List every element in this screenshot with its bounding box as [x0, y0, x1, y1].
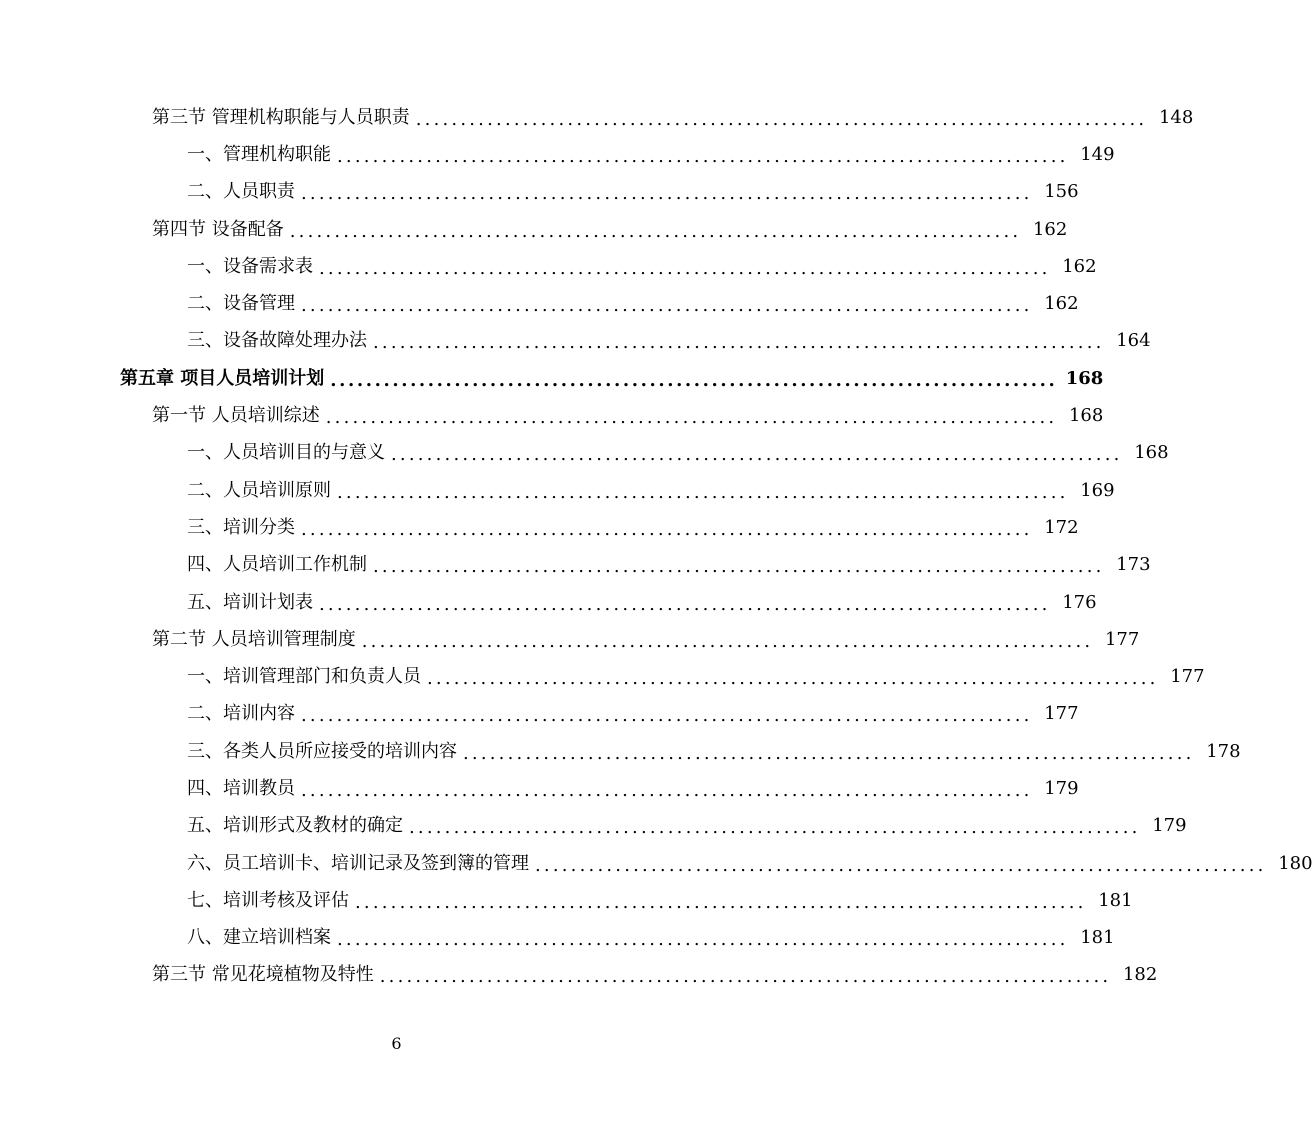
toc-dot-leader: ..................................................................................	[409, 817, 1141, 839]
toc-dot-leader: ..................................................................................	[379, 966, 1112, 988]
toc-entry-page: 148	[1158, 106, 1194, 128]
toc-entry-title: 二、人员职责	[187, 181, 295, 203]
toc-entry-title: 一、人员培训目的与意义	[187, 442, 385, 464]
toc-entry-title: 一、培训管理部门和负责人员	[187, 666, 421, 688]
toc-entry[interactable]	[0, 658, 1205, 695]
toc-entry-page: 169	[1080, 479, 1115, 501]
toc-entry[interactable]	[0, 547, 1151, 584]
toc-entry-title: 一、设备需求表	[187, 255, 313, 277]
toc-dot-leader: ..................................................................................	[337, 929, 1069, 951]
toc-entry-title: 第三节 管理机构职能与人员职责	[152, 106, 410, 128]
toc-dot-leader: ..................................................................................	[355, 891, 1087, 913]
toc-dot-leader: ..................................................................................	[535, 854, 1267, 876]
toc-entry-page: 179	[1044, 777, 1079, 799]
toc-chapter-title: 第五章 项目人员培训计划	[120, 367, 325, 389]
toc-entry-title: 第二节 人员培训管理制度	[152, 628, 356, 650]
toc-entry-title: 二、人员培训原则	[187, 479, 331, 501]
toc-entry-title: 第一节 人员培训综述	[152, 405, 320, 427]
toc-entry[interactable]	[0, 248, 1097, 285]
toc-entry[interactable]	[0, 472, 1115, 509]
toc-entry[interactable]	[0, 584, 1097, 621]
toc-dot-leader: ..................................................................................	[463, 742, 1195, 764]
toc-entry-title: 八、建立培训档案	[187, 927, 331, 949]
toc-entry-page: 162	[1032, 218, 1068, 240]
toc-entry-page: 168	[1068, 405, 1104, 427]
page-number: 6	[391, 1034, 402, 1053]
toc-entry[interactable]	[0, 174, 1079, 211]
toc-dot-leader: ..................................................................................	[373, 332, 1105, 354]
toc-entry-page: 177	[1170, 666, 1205, 688]
toc-dot-leader: ..................................................................................	[330, 369, 1058, 391]
toc-dot-leader: ..................................................................................	[325, 407, 1058, 429]
toc-entry-page: 179	[1152, 815, 1187, 837]
toc-entry-page: 180	[1278, 852, 1313, 874]
toc-entry-page: 181	[1080, 927, 1115, 949]
toc-dot-leader: ..................................................................................	[301, 705, 1033, 727]
toc-entry[interactable]	[0, 920, 1115, 957]
toc-dot-leader: ..................................................................................	[361, 630, 1094, 652]
toc-dot-leader: ..................................................................................	[301, 518, 1033, 540]
toc-entry-title: 五、培训计划表	[187, 591, 313, 613]
toc-entry[interactable]	[0, 845, 1313, 882]
toc-entry[interactable]	[0, 99, 1194, 136]
toc-entry-page: 177	[1044, 703, 1079, 725]
toc-entry-title: 三、各类人员所应接受的培训内容	[187, 740, 457, 762]
toc-dot-leader: ..................................................................................	[415, 108, 1148, 130]
toc-entry-title: 三、设备故障处理办法	[187, 330, 367, 352]
toc-entry-page: 182	[1122, 964, 1158, 986]
toc-entry[interactable]	[0, 882, 1133, 919]
toc-entry-title: 四、人员培训工作机制	[187, 554, 367, 576]
toc-dot-leader: ..................................................................................	[301, 779, 1033, 801]
toc-entry-page: 172	[1044, 516, 1079, 538]
toc-dot-leader: ..................................................................................	[391, 444, 1123, 466]
toc-entry-page: 173	[1116, 554, 1151, 576]
toc-entry-page: 164	[1116, 330, 1151, 352]
toc-entry-title: 七、培训考核及评估	[187, 889, 349, 911]
toc-entry-title: 二、设备管理	[187, 293, 295, 315]
toc-entry[interactable]	[0, 397, 1104, 434]
toc-chapter-entry[interactable]	[0, 360, 1104, 397]
toc-entry[interactable]	[0, 509, 1079, 546]
toc-dot-leader: ..................................................................................	[301, 295, 1033, 317]
toc-entry[interactable]	[0, 323, 1151, 360]
toc-dot-leader: ..................................................................................	[337, 145, 1069, 167]
toc-dot-leader: ..................................................................................	[427, 668, 1159, 690]
toc-entry-title: 第四节 设备配备	[152, 218, 284, 240]
toc-entry[interactable]	[0, 621, 1140, 658]
toc-entry-page: 177	[1104, 628, 1140, 650]
toc-entry-page: 156	[1044, 181, 1079, 203]
toc-entry-page: 149	[1080, 143, 1115, 165]
toc-dot-leader: ..................................................................................	[319, 593, 1051, 615]
toc-entry-title: 五、培训形式及教材的确定	[187, 815, 403, 837]
toc-entry[interactable]	[0, 285, 1079, 322]
toc-entry[interactable]	[0, 211, 1068, 248]
toc-entry-page: 162	[1044, 293, 1079, 315]
toc-entry[interactable]	[0, 136, 1115, 173]
toc-entry[interactable]	[0, 957, 1158, 994]
table-of-contents	[0, 99, 1313, 994]
toc-entry-page: 176	[1062, 591, 1097, 613]
toc-entry[interactable]	[0, 696, 1079, 733]
toc-entry[interactable]	[0, 733, 1241, 770]
toc-entry-title: 六、员工培训卡、培训记录及签到簿的管理	[187, 852, 529, 874]
toc-entry-title: 第三节 常见花境植物及特性	[152, 964, 374, 986]
toc-dot-leader: ..................................................................................	[301, 183, 1033, 205]
toc-entry[interactable]	[0, 435, 1169, 472]
toc-entry-page: 181	[1098, 889, 1133, 911]
toc-dot-leader: ..................................................................................	[319, 257, 1051, 279]
toc-dot-leader: ..................................................................................	[289, 220, 1022, 242]
toc-dot-leader: ..................................................................................	[337, 481, 1069, 503]
toc-dot-leader: ..................................................................................	[373, 556, 1105, 578]
toc-entry[interactable]	[0, 770, 1079, 807]
toc-entry-title: 四、培训教员	[187, 777, 295, 799]
toc-chapter-page: 168	[1065, 367, 1104, 389]
toc-entry-page: 178	[1206, 740, 1241, 762]
toc-entry-title: 一、管理机构职能	[187, 143, 331, 165]
toc-entry-page: 168	[1134, 442, 1169, 464]
toc-entry-page: 162	[1062, 255, 1097, 277]
toc-entry-title: 三、培训分类	[187, 516, 295, 538]
toc-entry[interactable]	[0, 808, 1187, 845]
toc-entry-title: 二、培训内容	[187, 703, 295, 725]
